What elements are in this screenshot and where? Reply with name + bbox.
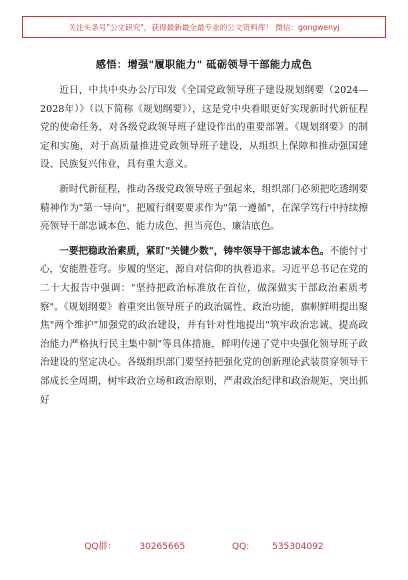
header-banner — [22, 16, 386, 38]
footer — [0, 539, 408, 552]
document-title: 感悟：增强"履职能力" 砥砺领导干部能力成色 — [95, 59, 313, 71]
paragraph-3-heading: 一要把稳政治素质，紧盯"关键少数"，铸牢领导干部忠诚本色。 — [59, 245, 330, 257]
footer-qq: QQ: 535304092 — [232, 542, 324, 552]
banner-text: 关注头条号"公文研究"，获得最新最全最专业的公文资料库！ 微信：gongwenyj — [68, 22, 340, 32]
footer-qq-group: QQ群： 30265665 — [84, 542, 186, 552]
document-body — [40, 82, 368, 416]
paragraph-3 — [40, 243, 368, 410]
paragraph-1: 近日，中共中央办公厅印发《全国党政领导班子建设规划纲要（2024—2028年）》（以下简称《规划纲要》），这是党中央着眼更好实现新时代新征程党的使命任务，对各级党政领导班子建设作出的重要部署。《规划纲要》的制定和实施，对于高质量推进党政领导班子建设，从组织上保障和推动强国建设、民族复兴伟业，具有重大意义。 — [40, 85, 368, 171]
paragraph-2: 新时代新征程，推动各级党政领导班子强起来，组织部门必须把吃透纲要精神作为"第一导向"，把履行纲要要求作为"第一遵循"，在深学笃行中持续擦亮领导干部忠诚本色、能力成色、担当亮色、廉洁底色。 — [40, 183, 368, 233]
paragraph-3-body: 不能忖寸心，安能胜苍穹。步履的坚定，源自对信仰的执着追求。习近平总书记在党的二十大报告中强调："坚持把政治标准放在首位，做深做实干部政治素质考察"。《规划纲要》着重突出领导班子的政治属性、政治功能，旗帜鲜明提出聚焦"两个维护"加强党的政治建设，并有针对性地提出"筑牢政治忠诚、提高政治能力严格执行民主集中制"等具体措施，鲜明传递了党中央强化领导班子政治建设的坚定决心。各级组织部门要坚持把强化党的创新理论武装贯穿领导干部成长全周期，树牢政治立场和政治原则，严肃政治纪律和政治规矩，突出抓好 — [40, 245, 369, 406]
